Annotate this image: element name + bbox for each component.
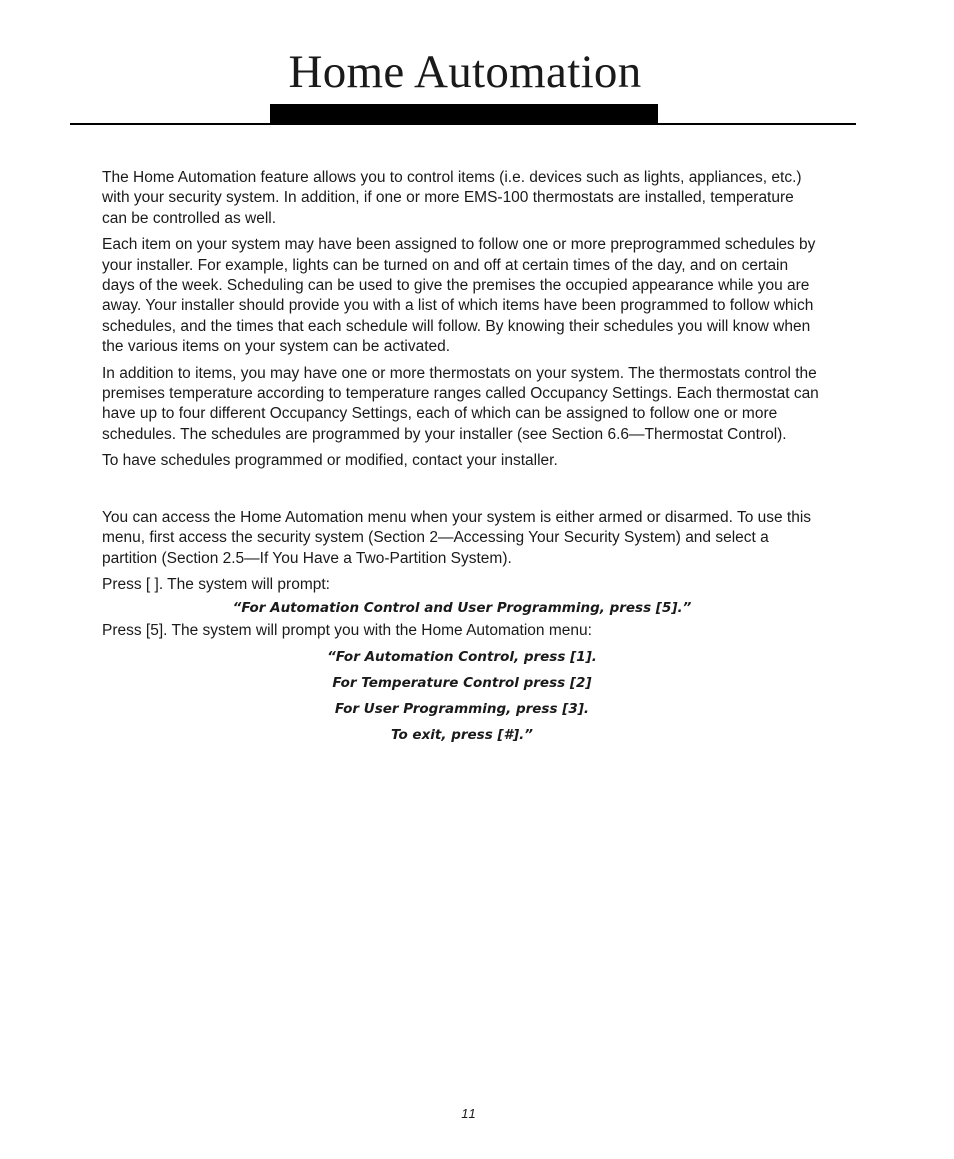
header-rule-bar — [270, 104, 658, 125]
menu-line-user-programming: For User Programming, press [3]. — [334, 700, 590, 717]
page-content — [102, 168, 822, 748]
intro-paragraph-2: Each item on your system may have been assigned to follow one or more preprogrammed schedules by your installer. For example, lights can be turned on and off at certain times of the day, and on certain days of the week. Scheduling can be used to give the premises the occupied appearance while you are away. Your installer should provide you with a list of which items have been programmed to follow which schedules, and the times that each schedule will follow. By knowing their schedules you will know when the various items on your system can be activated. — [102, 236, 816, 356]
press-star-instruction: Press [ ]. The system will prompt: — [102, 575, 330, 593]
press-five-instruction: Press [5]. The system will prompt you with the Home Automation menu: — [102, 622, 592, 640]
intro-paragraph-4: To have schedules programmed or modified, contact your installer. — [102, 452, 558, 470]
section-spacer — [102, 478, 822, 508]
intro-paragraph-1: The Home Automation feature allows you to control items (i.e. devices such as lights, appliances, etc.) with your security system. In addition, if one or more EMS-100 thermostats are installed, temperature can be controlled as well. — [102, 169, 802, 227]
menu-line-exit: To exit, press [#].” — [390, 726, 534, 743]
page-number: 11 — [461, 1106, 477, 1121]
menu-line-automation-control: “For Automation Control, press [1]. — [327, 648, 597, 665]
intro-paragraph-3: In addition to items, you may have one or more thermostats on your system. The thermostats control the premises temperature according to temperature ranges called Occupancy Settings. Each thermostat can have up to four different Occupancy Settings, each of which can be assigned to follow one or more schedules. The schedules are programmed by your installer (see Section 6.6—Thermostat Control). — [102, 364, 819, 443]
home-automation-menu — [102, 644, 822, 748]
access-paragraph: You can access the Home Automation menu when your system is either armed or disarmed. To use this menu, first access the security system (Section 2—Accessing Your Security System) and select a partition (Section 2.5—If You Have a Two-Partition System). — [102, 508, 812, 567]
automation-prompt: “For Automation Control and User Programming, press [5].” — [232, 600, 692, 617]
menu-line-temperature-control: For Temperature Control press [2] — [332, 674, 592, 691]
page-title: Home Automation — [288, 46, 642, 98]
